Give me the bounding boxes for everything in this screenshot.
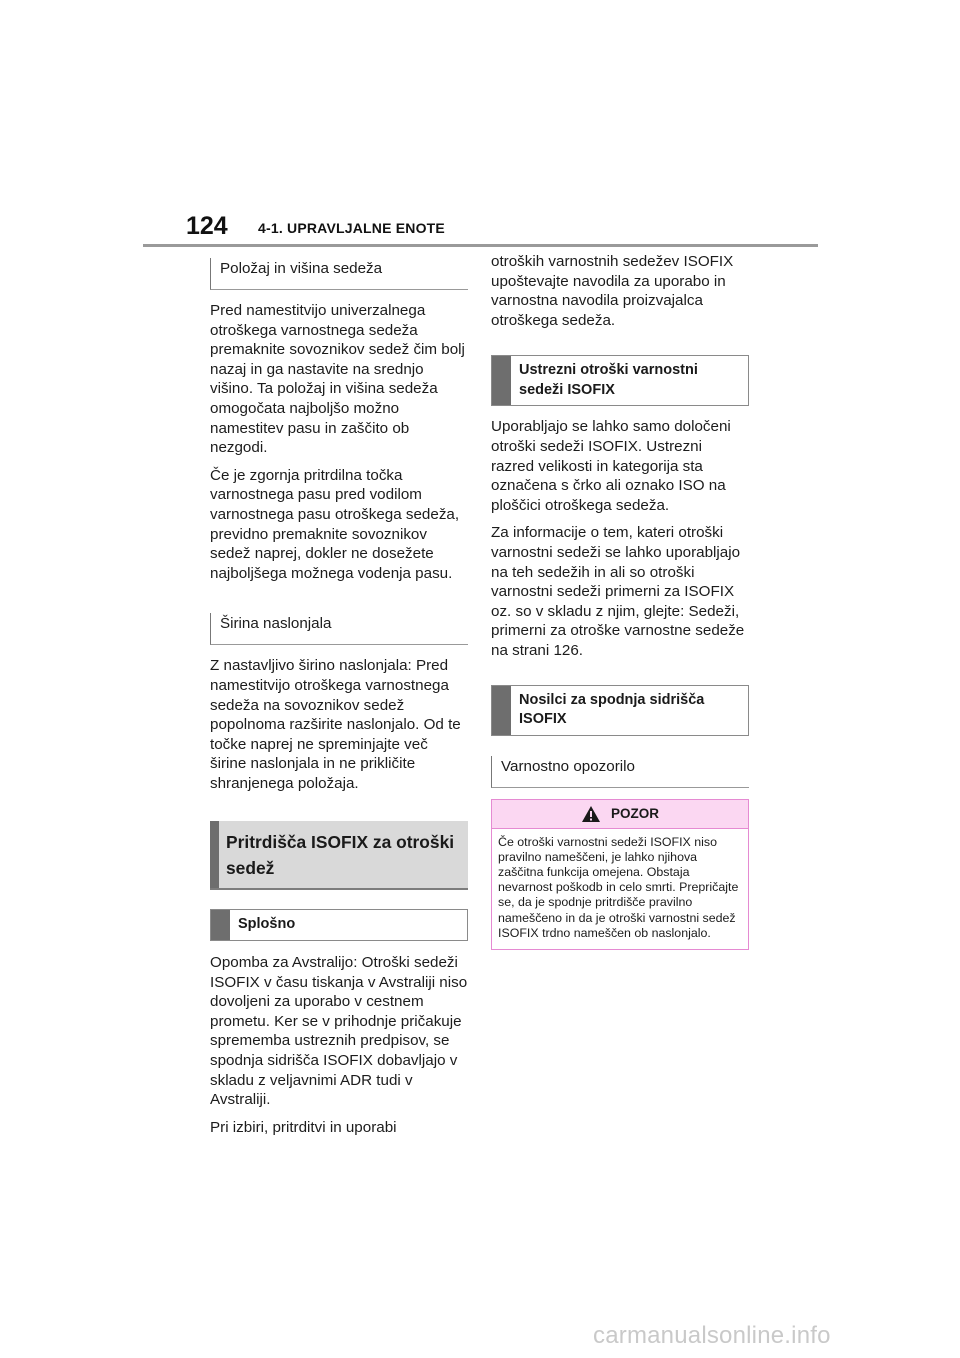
warning-header xyxy=(492,800,748,829)
heading-bar xyxy=(211,910,230,940)
warning-box xyxy=(491,799,749,950)
warning-text: Če otroški varnostni sedeži ISOFIX niso pravilno nameščeni, je lahko njihova zaščitna funkcija omejena. Obstaja nevarnost poškodb in celo smrti. Prepričajte se, da je spodnje pritrdišče pravilno nameščeno in da je otroški varnostni sedež ISOFIX trdno nameščen ob naslonjalo. xyxy=(498,834,739,940)
isofix-section-heading-text: Pritrdišča ISOFIX za otroški sedež xyxy=(226,832,455,879)
right-column xyxy=(491,252,749,950)
safety-note-heading: Varnostno opozorilo xyxy=(491,756,749,788)
suitable-seats-heading xyxy=(491,355,749,406)
seat-position-paragraph-1: Pred namestitvijo univerzalnega otroškega varnostnega sedeža premaknite sovoznikov sedež čim bolj nazaj in ga nastavite na srednjo višino. Ta položaj in višina sedeža omogočata najboljšo možno namestitev pasu in zaščito ob nezgodi. xyxy=(210,302,465,457)
backrest-width-paragraph: Z nastavljivo širino naslonjala: Pred namestitvijo otroškega varnostnega sedeža na sovoznikov sedež popolnoma razširite naslonjalo. Od te točke naprej ne spreminjajte več širine naslonjala in ne prikličite shranjenega položaja. xyxy=(210,657,461,792)
suitable-seats-paragraph-1: Uporabljajo se lahko samo določeni otroški sedeži ISOFIX. Ustrezni razred velikosti in kategorija sta označena s črko ali oznako ISO na ploščici otroškega sedeža. xyxy=(491,418,731,514)
suitable-seats-paragraph-2: Za informacije o tem, kateri otroški varnostni sedeži se lahko uporabljajo na teh sedežih in ali so otroški varnostni sedeži primerni za ISOFIX oz. so v skladu z njim, glejte: Sedeži, primerni za otroške varnostne sedeže na strani 126. xyxy=(491,524,745,659)
watermark: carmanualsonline.info xyxy=(593,1322,831,1349)
seat-position-paragraph-2: Če je zgornja pritrdilna točka varnostnega pasu pred vodilom varnostnega pasu otroškega sedeža, previdno premaknite sovoznikov sedež naprej, dokler ne dosežete najboljšega možnega vodenja pasu. xyxy=(210,466,460,582)
continued-paragraph: otroških varnostnih sedežev ISOFIX upoštevajte navodila za uporabo in varnostna navodila proizvajalca otroškega sedeža. xyxy=(491,253,734,329)
seat-position-heading: Položaj in višina sedeža xyxy=(210,258,468,290)
general-heading-text: Splošno xyxy=(238,916,296,933)
suitable-seats-heading-text: Ustrezni otroški varnostni sedeži ISOFIX xyxy=(519,362,698,398)
general-paragraph-2: Pri izbiri, pritrditvi in uporabi xyxy=(210,1118,397,1136)
heading-bar xyxy=(492,356,511,405)
section-title: 4-1. UPRAVLJALNE ENOTE xyxy=(258,220,445,236)
page-number: 124 xyxy=(186,212,228,240)
lower-anchors-heading xyxy=(491,685,749,736)
heading-bar xyxy=(492,686,511,735)
general-paragraph-1: Opomba za Avstralijo: Otroški sedeži ISOFIX v času tiskanja v Avstraliji niso dovoljeni za uporabo v cestnem prometu. Ker se v prihodnje pričakuje sprememba ustreznih predpisov, se spodnja sidrišča ISOFIX dobavljajo v skladu z veljavnimi ADR tudi v Avstraliji. xyxy=(210,953,468,1109)
warning-title: POZOR xyxy=(610,806,659,821)
left-column xyxy=(210,258,468,1145)
isofix-section-heading xyxy=(210,821,468,890)
heading-bar xyxy=(210,821,219,888)
lower-anchors-heading-text: Nosilci za spodnja sidrišča ISOFIX xyxy=(519,691,705,727)
header-divider xyxy=(143,244,818,247)
general-heading xyxy=(210,909,468,941)
backrest-width-heading: Širina naslonjala xyxy=(210,613,468,645)
warning-triangle-icon xyxy=(581,805,601,823)
